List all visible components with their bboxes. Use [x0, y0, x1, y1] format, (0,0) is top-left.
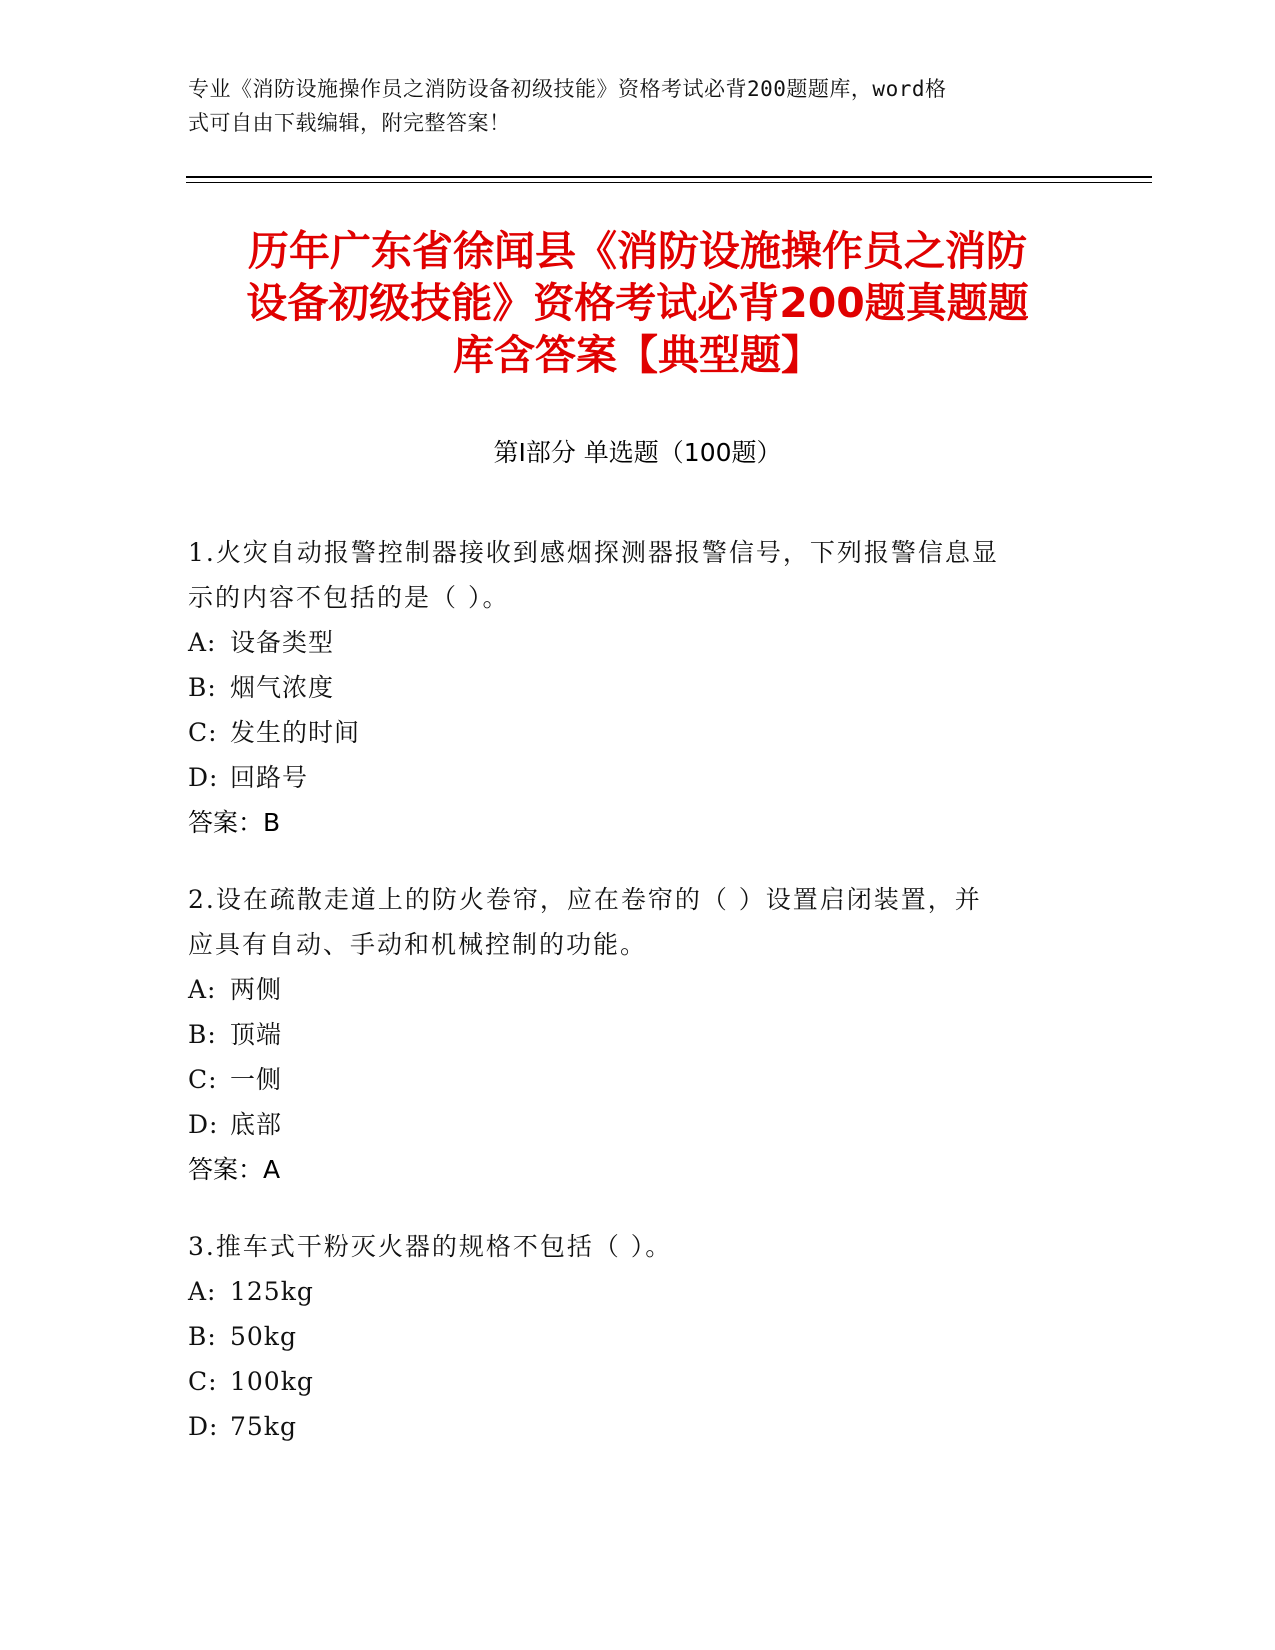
header-note-line: 式可自由下载编辑，附完整答案！ — [188, 111, 511, 135]
option-a — [188, 1269, 1068, 1314]
title-line: 历年广东省徐闻县《消防设施操作员之消防 — [248, 227, 1027, 275]
option-d — [188, 755, 1068, 800]
option-text: 设备类型 — [230, 628, 335, 657]
answer-line: 答案：B — [188, 808, 281, 837]
question-3 — [188, 1224, 1068, 1449]
answer-line: 答案：A — [188, 1155, 281, 1184]
option-letter: D: — [188, 1110, 219, 1139]
header-rule-thin — [186, 182, 1152, 183]
option-letter: C: — [188, 718, 218, 747]
option-text: 回路号 — [230, 763, 309, 792]
option-b — [188, 665, 1068, 710]
option-text: 50kg — [230, 1322, 297, 1351]
question-stem-line: 应具有自动、手动和机械控制的功能。 — [188, 930, 648, 959]
option-letter: A: — [188, 1277, 217, 1306]
question-stem — [188, 1224, 1068, 1269]
option-letter: D: — [188, 1412, 219, 1441]
option-text: 125kg — [230, 1277, 314, 1306]
title-line: 设备初级技能》资格考试必背200题真题题 — [246, 279, 1029, 327]
question-stem-line: 2.设在疏散走道上的防火卷帘，应在卷帘的（ ）设置启闭装置，并 — [188, 885, 982, 914]
option-letter: B: — [188, 1020, 217, 1049]
option-letter: C: — [188, 1065, 218, 1094]
option-letter: D: — [188, 763, 219, 792]
question-1 — [188, 530, 1068, 845]
option-text: 两侧 — [230, 975, 283, 1004]
title-line: 库含答案【典型题】 — [453, 331, 822, 379]
section-heading: 第Ⅰ部分 单选题（100题） — [493, 438, 782, 467]
header-rule-thick — [186, 176, 1152, 178]
question-2 — [188, 877, 1068, 1192]
option-text: 100kg — [230, 1367, 314, 1396]
option-text: 底部 — [230, 1110, 283, 1139]
option-text: 发生的时间 — [230, 718, 361, 747]
question-stem — [188, 877, 1068, 967]
header-note — [188, 72, 1068, 140]
option-d — [188, 1102, 1068, 1147]
option-letter: C: — [188, 1367, 218, 1396]
option-text: 一侧 — [230, 1065, 283, 1094]
question-stem — [188, 530, 1068, 620]
question-list — [188, 530, 1068, 1481]
option-letter: A: — [188, 975, 217, 1004]
option-c — [188, 710, 1068, 755]
question-stem-line: 3.推车式干粉灭火器的规格不包括（ ）。 — [188, 1232, 673, 1261]
option-c — [188, 1057, 1068, 1102]
header-note-line: 专业《消防设施操作员之消防设备初级技能》资格考试必背200题题库，word格 — [188, 77, 947, 101]
option-letter: B: — [188, 1322, 217, 1351]
option-d — [188, 1404, 1068, 1449]
option-c — [188, 1359, 1068, 1404]
option-letter: A: — [188, 628, 217, 657]
option-b — [188, 1314, 1068, 1359]
option-a — [188, 620, 1068, 665]
option-a — [188, 967, 1068, 1012]
option-text: 顶端 — [230, 1020, 283, 1049]
question-stem-line: 1.火灾自动报警控制器接收到感烟探测器报警信号，下列报警信息显 — [188, 538, 999, 567]
document-title — [150, 225, 1125, 381]
option-text: 75kg — [230, 1412, 297, 1441]
option-letter: B: — [188, 673, 217, 702]
option-b — [188, 1012, 1068, 1057]
question-stem-line: 示的内容不包括的是（ ）。 — [188, 583, 510, 612]
option-text: 烟气浓度 — [230, 673, 335, 702]
